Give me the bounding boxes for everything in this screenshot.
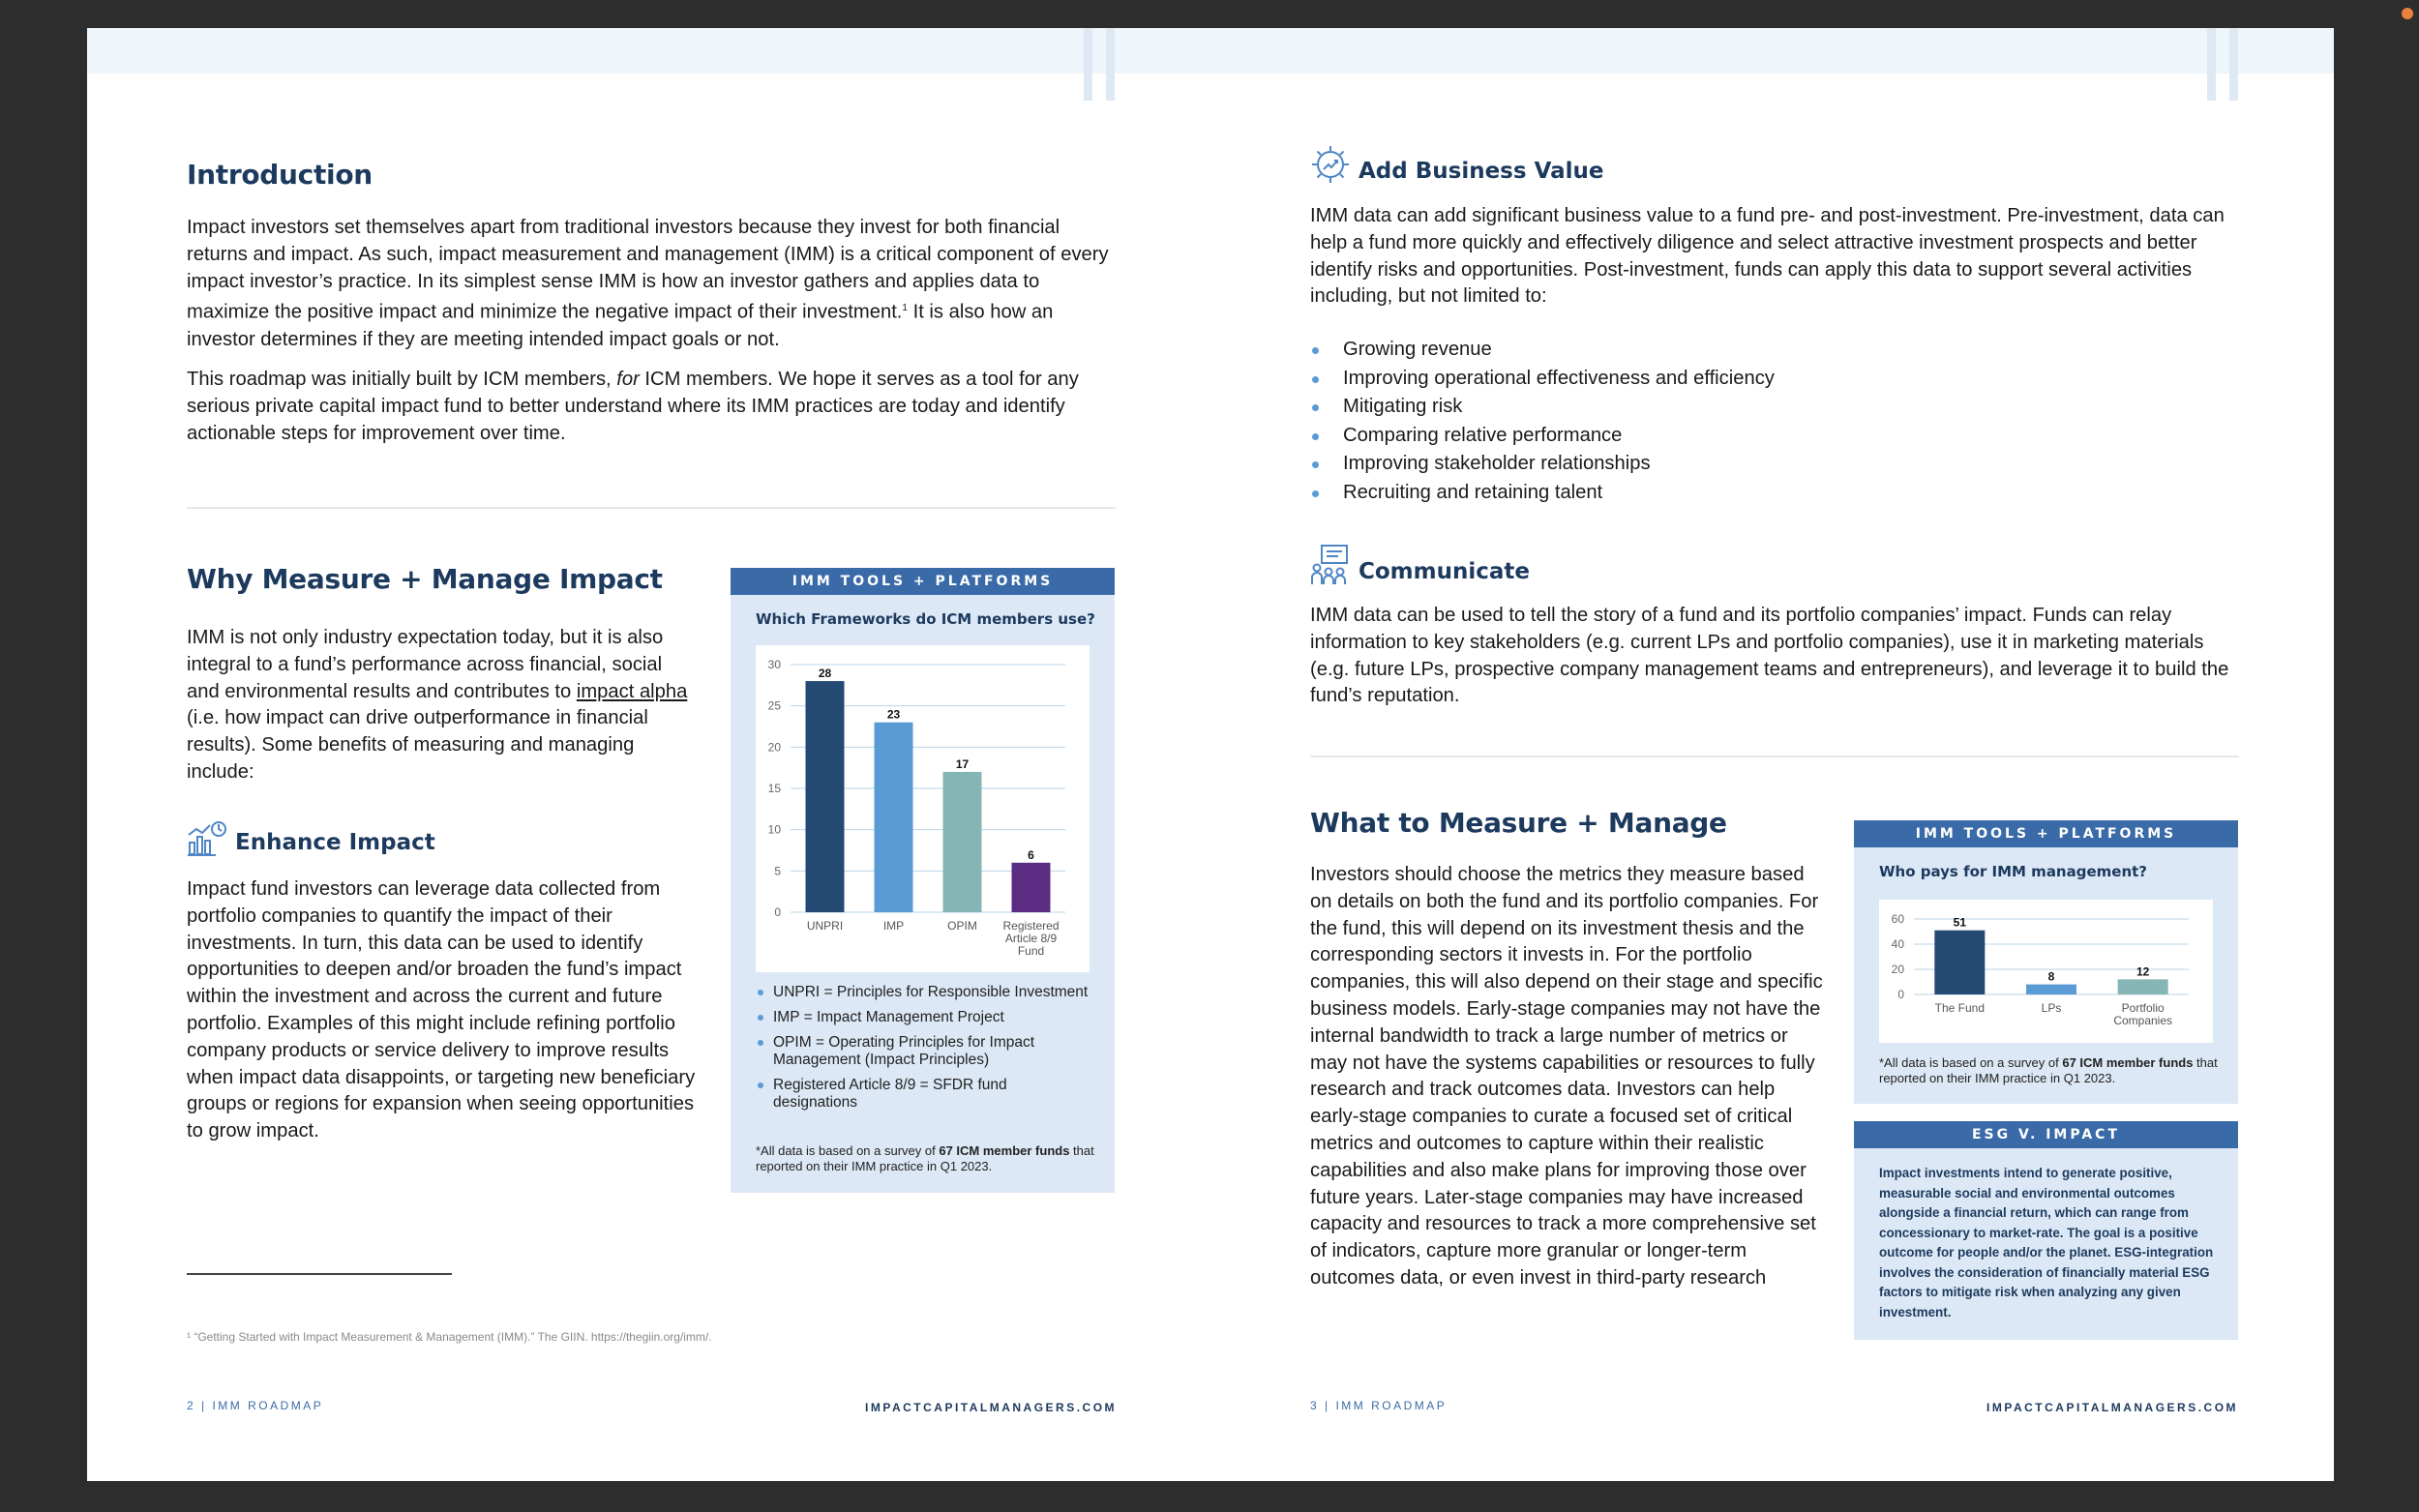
x-tick-label: LPs bbox=[2041, 1001, 2062, 1015]
sidebar-header: IMM TOOLS + PLATFORMS bbox=[731, 568, 1115, 595]
sidebar-header: IMM TOOLS + PLATFORMS bbox=[1854, 820, 2238, 847]
esg-sidebar bbox=[1854, 1121, 2238, 1340]
sidebar-subtitle: Who pays for IMM management? bbox=[1879, 863, 2148, 880]
bar bbox=[2118, 979, 2168, 994]
bar bbox=[2026, 985, 2076, 994]
x-tick-label: The Fund bbox=[1934, 1001, 1986, 1015]
page-left bbox=[87, 28, 1210, 1481]
enhance-paragraph: Impact fund investors can leverage data collected from portfolio companies to quantify the impact of their investments. In turn, this data can be used to identify opportunities to deepen and/or broaden the fund’s impact within the investment and across the current and future portfolio. Examples of this might include refining portfolio company products or service delivery to improve results when impact data disappoints, or targeting new beneficiary groups or regions for expansion when seeing opportunities to grow impact. bbox=[187, 878, 696, 1142]
what-heading: What to Measure + Manage bbox=[1310, 807, 1727, 839]
data-label: 51 bbox=[1953, 915, 1967, 930]
bar bbox=[1012, 863, 1051, 912]
y-tick-label: 30 bbox=[767, 658, 781, 671]
what-paragraph: Investors should choose the metrics they measure based on details on both the fund and its portfolio companies. For the fund, this will depend on its investment thesis and the corresponding sectors it invests in. For the portfolio companies, this will also depend on their stage and specific business models. Early-stage companies may not have the internal bandwidth to track a large number of metrics or may not have the systems capabilities or resources to fully research and track outcomes data. Investors can help early-stage companies to curate a focused set of critical metrics and outcomes to capture within their realistic capabilities and also make plans for improving those over future years. Later-stage companies may have increased capacity and resources to track a more comprehensive set of indicators, capture more granular or longer-term outcomes data, or even invest in third-party research bbox=[1310, 864, 1823, 1289]
status-dot bbox=[2402, 8, 2413, 19]
data-label: 12 bbox=[2135, 964, 2150, 979]
survey-note: *All data is based on a survey of 67 ICM member funds that reported on their IMM practice in Q1 2023. bbox=[756, 1143, 1094, 1173]
section-divider bbox=[187, 507, 1116, 509]
x-tick-label: Portfolio Companies bbox=[2113, 1001, 2173, 1027]
list-item: Growing revenue bbox=[1310, 336, 2181, 365]
business-paragraph: IMM data can add significant business value to a fund pre- and post-investment. Pre-investment, data can help a fund more quickly and effectively diligence and select attractive investment prospects and better identify risks and opportunities. Post-investment, funds can apply this data to support several activities including, but not limited to: bbox=[1310, 205, 2225, 308]
x-tick-label: IMP bbox=[882, 919, 905, 933]
chart-analytics-icon bbox=[187, 819, 227, 856]
y-tick-label: 20 bbox=[767, 740, 781, 755]
legend-item: IMP = Impact Management Project bbox=[756, 1009, 1094, 1026]
binder-mark bbox=[2229, 28, 2238, 101]
survey-note: *All data is based on a survey of 67 ICM member funds that reported on their IMM practice in Q1 2023. bbox=[1879, 1055, 2218, 1085]
list-item: Improving operational effectiveness and efficiency bbox=[1310, 365, 2181, 394]
why-paragraph: IMM is not only industry expectation today, but it is also integral to a fund’s performance across financial, social and environmental results and contributes to impact alpha (i.e. how impact can drive outperformance in financial results). Some benefits of measuring and managing include: bbox=[187, 627, 688, 783]
bar bbox=[943, 772, 982, 912]
legend-item: OPIM = Operating Principles for Impact Management (Impact Principles) bbox=[756, 1034, 1094, 1069]
x-tick-label: OPIM bbox=[947, 919, 977, 933]
binder-mark bbox=[2207, 28, 2216, 101]
enhance-heading: Enhance Impact bbox=[235, 830, 435, 855]
top-band bbox=[1210, 28, 2334, 74]
data-label: 6 bbox=[1028, 847, 1034, 862]
frameworks-chart bbox=[756, 645, 1090, 972]
gear-growth-icon bbox=[1310, 144, 1351, 185]
intro-paragraph-2: This roadmap was initially built by ICM members, for ICM members. We hope it serves as a tool for any serious private capital impact fund to better understand where its IMM practices are today and identify actionable steps for improvement over time. bbox=[187, 369, 1079, 444]
communicate-heading: Communicate bbox=[1359, 559, 1530, 584]
who-pays-chart bbox=[1879, 900, 2213, 1043]
who-pays-sidebar bbox=[1854, 820, 2238, 1104]
top-band bbox=[87, 28, 1210, 74]
y-tick-label: 60 bbox=[1891, 912, 1904, 926]
list-item: Improving stakeholder relationships bbox=[1310, 450, 2181, 479]
footnote: ¹ “Getting Started with Impact Measurement & Management (IMM).” The GIIN. https://thegiin.org/imm/. bbox=[187, 1330, 712, 1344]
chart-legend bbox=[756, 984, 1094, 1119]
y-tick-label: 10 bbox=[767, 822, 781, 837]
communicate-paragraph: IMM data can be used to tell the story of a fund and its portfolio companies’ impact. Funds can relay information to key stakeholders (e.g. current LPs and portfolio companies), use it in marketing materials (e.g. future LPs, prospective company management teams and entrepreneurs), and leverage it to build the fund’s reputation. bbox=[1310, 605, 2229, 707]
list-item: Mitigating risk bbox=[1310, 393, 2181, 422]
bar bbox=[875, 723, 913, 912]
y-tick-label: 0 bbox=[774, 905, 781, 919]
footnote-rule bbox=[187, 1273, 452, 1275]
frameworks-sidebar bbox=[731, 568, 1115, 1193]
frameworks-bar-chart bbox=[756, 645, 1090, 972]
esg-text: Impact investments intend to generate positive, measurable social and environmental outcomes alongside a financial return, which can range from concessionary to market-rate. The goal is a positive outcome for people and/or the planet. ESG-integration involves the consideration of financially material ESG factors to mitigate risk when analyzing any given investment. bbox=[1879, 1166, 2214, 1319]
y-tick-label: 0 bbox=[1897, 988, 1904, 1001]
section-divider bbox=[1310, 756, 2239, 757]
intro-paragraph-1: Impact investors set themselves apart from traditional investors because they invest for both financial returns and impact. As such, impact measurement and management (IMM) is a critical component of every impact investor’s practice. In its simplest sense IMM is how an investor gathers and applies data to maximize the positive impact and minimize the negative impact of their investment.$^1$ It is also how an investor determines if they are meeting intended impact goals or not. bbox=[187, 217, 1109, 350]
binder-mark bbox=[1106, 28, 1115, 101]
data-label: 23 bbox=[886, 707, 901, 722]
binder-mark bbox=[1084, 28, 1092, 101]
x-tick-label: UNPRI bbox=[806, 919, 844, 933]
website-footer: IMPACTCAPITALMANAGERS.COM bbox=[865, 1401, 1118, 1414]
bar bbox=[806, 681, 845, 912]
x-tick-label: Registered Article 8/9 Fund bbox=[1002, 919, 1060, 958]
website-footer: IMPACTCAPITALMANAGERS.COM bbox=[1986, 1401, 2239, 1414]
sidebar-subtitle: Which Frameworks do ICM members use? bbox=[756, 610, 1095, 628]
intro-heading: Introduction bbox=[187, 159, 373, 191]
data-label: 17 bbox=[955, 756, 970, 771]
why-heading: Why Measure + Manage Impact bbox=[187, 563, 663, 595]
y-tick-label: 15 bbox=[767, 782, 781, 795]
list-item: Recruiting and retaining talent bbox=[1310, 479, 2181, 508]
presentation-team-icon bbox=[1310, 544, 1351, 586]
legend-item: Registered Article 8/9 = SFDR fund designations bbox=[756, 1077, 1094, 1112]
sidebar-header: ESG V. IMPACT bbox=[1854, 1121, 2238, 1148]
who-pays-bar-chart bbox=[1879, 900, 2213, 1043]
legend-item: UNPRI = Principles for Responsible Investment bbox=[756, 984, 1094, 1001]
page-number-footer: 2 | IMM ROADMAP bbox=[187, 1399, 324, 1412]
data-label: 28 bbox=[818, 667, 832, 681]
y-tick-label: 40 bbox=[1891, 937, 1904, 951]
business-bullets bbox=[1310, 336, 2181, 508]
business-heading: Add Business Value bbox=[1359, 159, 1604, 184]
y-tick-label: 5 bbox=[774, 864, 781, 878]
list-item: Comparing relative performance bbox=[1310, 422, 2181, 451]
page-right bbox=[1210, 28, 2334, 1481]
data-label: 8 bbox=[2047, 969, 2055, 984]
page-number-footer: 3 | IMM ROADMAP bbox=[1310, 1399, 1448, 1412]
y-tick-label: 20 bbox=[1891, 963, 1904, 976]
impact-alpha-link[interactable]: impact alpha bbox=[576, 680, 688, 702]
y-tick-label: 25 bbox=[767, 698, 781, 713]
bar bbox=[1934, 931, 1985, 994]
